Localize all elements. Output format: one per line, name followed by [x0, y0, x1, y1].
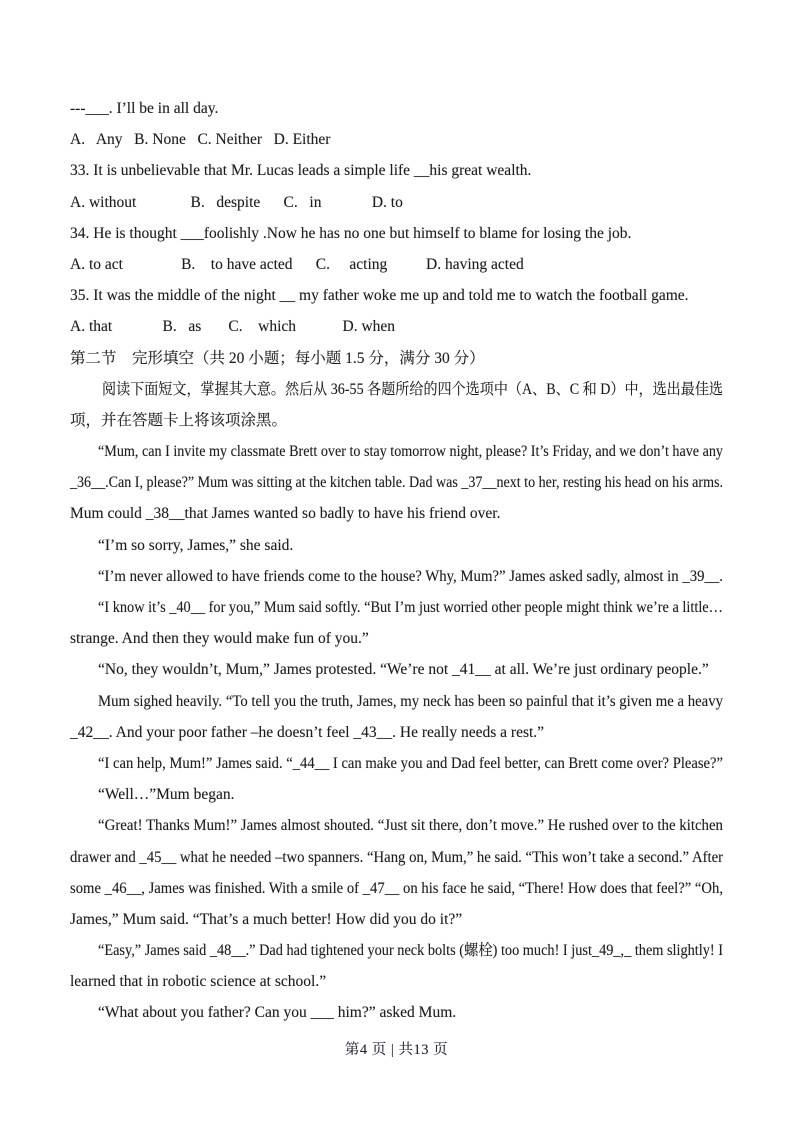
text-line	[70, 966, 723, 997]
text-line	[70, 467, 723, 498]
text-line	[70, 405, 723, 436]
text-line-content: “I know it’s _40__ for you,” Mum said softly. “But I’m just worried other people might think we’re a little…	[98, 599, 723, 616]
text-line	[70, 654, 723, 685]
text-line	[70, 530, 723, 561]
text-line	[70, 218, 723, 249]
text-line	[70, 280, 723, 311]
text-line-content: “Easy,” James said _48__.” Dad had tightened your neck bolts (螺栓) too much! I just_49_,_ them slightly! I	[98, 942, 723, 960]
text-line	[70, 935, 723, 966]
text-line-content: James,” Mum said. “That’s a much better! How did you do it?”	[70, 910, 463, 928]
text-line	[70, 249, 723, 280]
text-line-content: A. without B. despite C. in D. to	[70, 193, 403, 211]
text-line-content: some _46__, James was finished. With a smile of _47__ on his face he said, “There! How does that feel?” “Oh,	[70, 879, 723, 897]
text-line-content: “I’m so sorry, James,” she said.	[98, 536, 294, 554]
text-line	[70, 436, 723, 467]
text-line-content: _36__.Can I, please?” Mum was sitting at the kitchen table. Dad was _37__next to her, resting his head on his arms.	[70, 474, 723, 492]
text-line-content: strange. And then they would make fun of you.”	[70, 630, 369, 648]
text-line-content: “Well…”Mum began.	[98, 786, 235, 804]
text-line	[70, 997, 723, 1028]
text-line	[70, 873, 723, 904]
text-line-content: 33. It is unbelievable that Mr. Lucas leads a simple life __his great wealth.	[70, 162, 532, 180]
text-line	[70, 124, 723, 155]
page-footer: 第4 页 | 共13 页	[344, 1042, 449, 1058]
text-line	[70, 623, 723, 654]
text-line-content: 阅读下面短文，掌握其大意。然后从 36-55 各题所给的四个选项中（A、B、C 和 D）中，选出最佳选	[102, 380, 723, 398]
text-line	[70, 343, 723, 374]
text-line	[70, 187, 723, 218]
text-line	[70, 311, 723, 342]
text-line-content: drawer and _45__ what he needed –two spanners. “Hang on, Mum,” he said. “This won’t take a second.” After	[70, 848, 723, 866]
text-line	[70, 904, 723, 935]
text-line	[70, 810, 723, 841]
text-line-content: Mum could _38__that James wanted so badly to have his friend over.	[70, 505, 501, 523]
text-line	[70, 717, 723, 748]
text-line-content: “Great! Thanks Mum!” James almost shouted. “Just sit there, don’t move.” He rushed over to the kitchen	[98, 817, 723, 835]
text-line-content: Mum sighed heavily. “To tell you the truth, James, my neck has been so painful that it’s given me a heavy	[98, 692, 723, 710]
text-line-content: “I’m never allowed to have friends come to the house? Why, Mum?” James asked sadly, almost in _39__.	[98, 567, 723, 585]
text-line-content: A. Any B. None C. Neither D. Either	[70, 131, 331, 149]
text-line-content: A. to act B. to have acted C. acting D. having acted	[70, 255, 524, 273]
text-line	[70, 93, 723, 124]
text-line	[70, 498, 723, 529]
text-line-content: 34. He is thought ___foolishly .Now he has no one but himself to blame for losing the job.	[70, 224, 632, 242]
text-line	[70, 155, 723, 186]
text-line-content: “What about you father? Can you ___ him?” asked Mum.	[98, 1004, 457, 1022]
text-line	[70, 374, 723, 405]
text-line-content: A. that B. as C. which D. when	[70, 318, 396, 336]
text-line-content: “No, they wouldn’t, Mum,” James protested. “We’re not _41__ at all. We’re just ordinary people.”	[98, 661, 709, 679]
text-line	[70, 592, 723, 623]
text-line-content: “Mum, can I invite my classmate Brett over to stay tomorrow night, please? It’s Friday, and we don’t have any	[98, 443, 723, 461]
text-line-content: 35. It was the middle of the night __ my father woke me up and told me to watch the football game.	[70, 287, 689, 305]
text-line-content: learned that in robotic science at school.”	[70, 973, 327, 991]
text-line-content: ---___. I’ll be in all day.	[70, 100, 219, 117]
text-line-content: 项，并在答题卡上将该项涂黑。	[70, 411, 288, 429]
text-line	[70, 842, 723, 873]
text-line-content: “I can help, Mum!” James said. “_44__ I can make you and Dad feel better, can Brett come over? Please?”	[98, 754, 723, 772]
text-line-content: _42__. And your poor father –he doesn’t feel _43__. He really needs a rest.”	[70, 723, 545, 741]
text-line	[70, 748, 723, 779]
text-line	[70, 561, 723, 592]
text-line	[70, 686, 723, 717]
document-body	[70, 93, 723, 1029]
text-line	[70, 779, 723, 810]
text-line-content: 第二节 完形填空（共 20 小题；每小题 1.5 分，满分 30 分）	[70, 349, 485, 367]
